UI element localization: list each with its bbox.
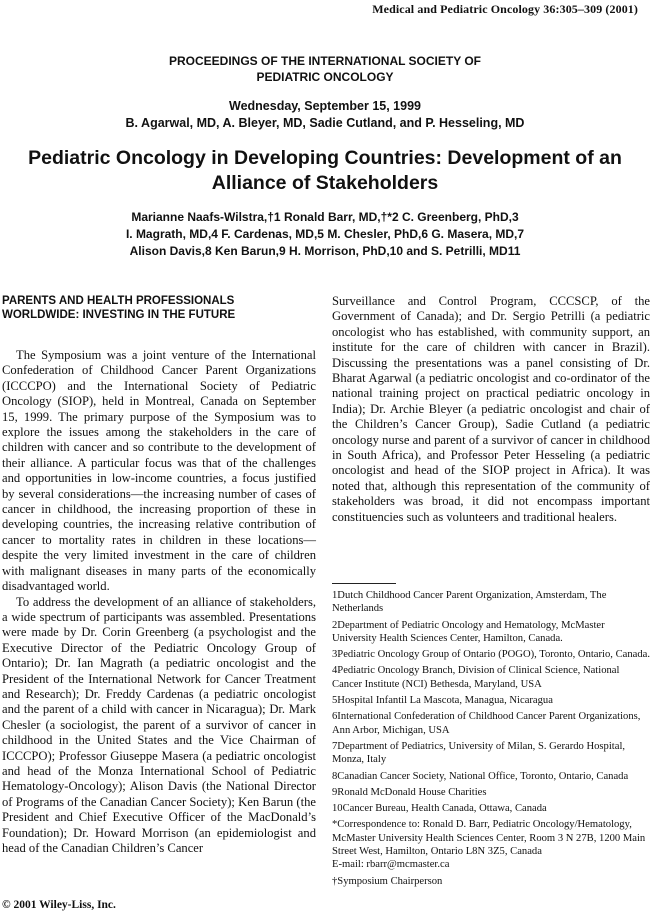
right-column <box>332 294 650 525</box>
left-column <box>2 294 316 856</box>
article-title <box>0 146 650 196</box>
authors-line-3: Alison Davis,8 Ken Barun,9 H. Morrison, PhD,10 and S. Petrilli, MD11 <box>129 244 521 258</box>
authors-line-2: I. Magrath, MD,4 F. Cardenas, MD,5 M. Chesler, PhD,6 G. Masera, MD,7 <box>125 227 525 241</box>
footnote-affiliation-6: 6International Confederation of Childhood Cancer Parent Organizations, Ann Arbor, Michigan, USA <box>332 711 641 736</box>
proceedings-line-1: PROCEEDINGS OF THE INTERNATIONAL SOCIETY OF <box>168 54 482 68</box>
footnote-affiliation-2: 2Department of Pediatric Oncology and Hematology, McMaster University Health Sciences Center, Hamilton, Canada. <box>332 619 605 644</box>
footnote-affiliation-8: 8Canadian Cancer Society, National Office, Toronto, Ontario, Canada <box>332 770 629 782</box>
session-info <box>0 98 650 132</box>
paragraph-2-part-2: Surveillance and Control Program, CCCSCP, of the Government of Canada); and Dr. Sergio Petrilli (a pediatric oncologist who has established, with community support, an institute for the care of children with cancer in Brazil). Discussing the presentations was a panel consisting of Dr. Bharat Agarwal (a pediatric oncologist and co-ordinator of the national training project on practical pediatric oncology in India); Dr. Archie Bleyer (a pediatric oncologist and chair of the Children’s Cancer Group), Sadie Cutland (a pediatric oncology nurse and parent of a survivor of cancer in childhood in South Africa), and Professor Peter Hesseling (a pediatric oncologist and head of the SIOP project in Africa). It was noted that, although this representation of the community of stakeholders was broad, it did not encompass important constituencies such as volunteers and traditional healers. <box>332 294 650 524</box>
proceedings-heading <box>0 53 650 85</box>
section-heading-line-2: WORLDWIDE: INVESTING IN THE FUTURE <box>2 309 236 321</box>
footnotes <box>332 589 650 891</box>
authors-line-1: Marianne Naafs-Wilstra,†1 Ronald Barr, MD,†*2 C. Greenberg, PhD,3 <box>131 210 519 224</box>
footnote-affiliation-4: 4Pediatric Oncology Branch, Division of Clinical Science, National Cancer Institute (NCI) Bethesda, Maryland, USA <box>332 665 620 690</box>
paragraph-2-part-1: To address the development of an alliance of stakeholders, a wide spectrum of participants was assembled. Presentations were made by Dr. Corin Greenberg (a psychologist and the Executive Director of the Pediatric Oncology Group of Ontario); Dr. Ian Magrath (a pediatric oncologist and the President of the International Network for Cancer Treatment and Research); Dr. Freddy Cardenas (a pediatric oncologist and the parent of a child with cancer in Nicaragua); Dr. Mark Chesler (a sociologist, the parent of a survivor of cancer in childhood in the United States and the Vice Chairman of ICCCPO); Professor Giuseppe Masera (a pediatric oncologist and head of the Monza International School of Pediatric Hematology-Oncology); Alison Davis (the National Director of Programs of the Canadian Cancer Society); Ken Barun (the President and Chief Executive Officer of the MacDonald’s Foundation); Dr. Howard Morrison (an epidemiologist and head of the Canadian Children’s Cancer <box>2 594 316 855</box>
proceedings-line-2: PEDIATRIC ONCOLOGY <box>256 70 394 84</box>
author-list <box>0 209 650 260</box>
title-line-2: Alliance of Stakeholders <box>211 172 439 194</box>
footnote-email: E-mail: rbarr@mcmaster.ca <box>332 859 450 871</box>
footnote-affiliation-3: 3Pediatric Oncology Group of Ontario (POGO), Toronto, Ontario, Canada. <box>332 649 650 661</box>
journal-citation: Medical and Pediatric Oncology 36:305–309 (2001) <box>372 2 638 16</box>
footnote-symposium-chair: †Symposium Chairperson <box>332 875 443 887</box>
copyright: © 2001 Wiley-Liss, Inc. <box>2 899 116 911</box>
footnote-affiliation-5: 5Hospital Infantil La Mascota, Managua, Nicaragua <box>332 695 553 707</box>
section-heading-line-1: PARENTS AND HEALTH PROFESSIONALS <box>2 295 235 307</box>
footnote-affiliation-10: 10Cancer Bureau, Health Canada, Ottawa, Canada <box>332 803 547 815</box>
footnote-divider <box>332 583 396 584</box>
footnote-affiliation-1: 1Dutch Childhood Cancer Parent Organization, Amsterdam, The Netherlands <box>332 590 607 615</box>
paragraph-1: The Symposium was a joint venture of the International Confederation of Childhood Cancer Parent Organizations (ICCCPO) and the International Society of Pediatric Oncology (SIOP), held in Montreal, Canada on September 15, 1999. The primary purpose of the Symposium was to explore the issues among the stakeholders in the care of children with cancer and so contribute to the development of their alliance. A particular focus was that of the challenges and opportunities in low-income countries, a focus justified by several considerations—the increasing number of cases of cancer in childhood, the increasing proportion of these in developing countries, the increasing relative contribution of cancer to mortality rates in children in these locations—despite the very limited investment in the care of children with malignant diseases in many parts of the economically disadvantaged world. <box>2 348 316 594</box>
section-heading <box>2 294 316 322</box>
footnote-affiliation-9: 9Ronald McDonald House Charities <box>332 786 487 798</box>
footnote-affiliation-7: 7Department of Pediatrics, University of Milan, S. Gerardo Hospital, Monza, Italy <box>332 740 626 766</box>
session-chairs: B. Agarwal, MD, A. Bleyer, MD, Sadie Cutland, and P. Hesseling, MD <box>125 116 525 130</box>
title-line-1: Pediatric Oncology in Developing Countries: Development of an <box>28 147 622 169</box>
footnote-correspondence: *Correspondence to: Ronald D. Barr, Pediatric Oncology/Hematology, McMaster University Health Sciences Center, Room 3 N 27B, 1200 Main Street West, Hamilton, Ontario L8N 3Z5, Canada <box>332 819 646 858</box>
session-date: Wednesday, September 15, 1999 <box>229 99 421 113</box>
